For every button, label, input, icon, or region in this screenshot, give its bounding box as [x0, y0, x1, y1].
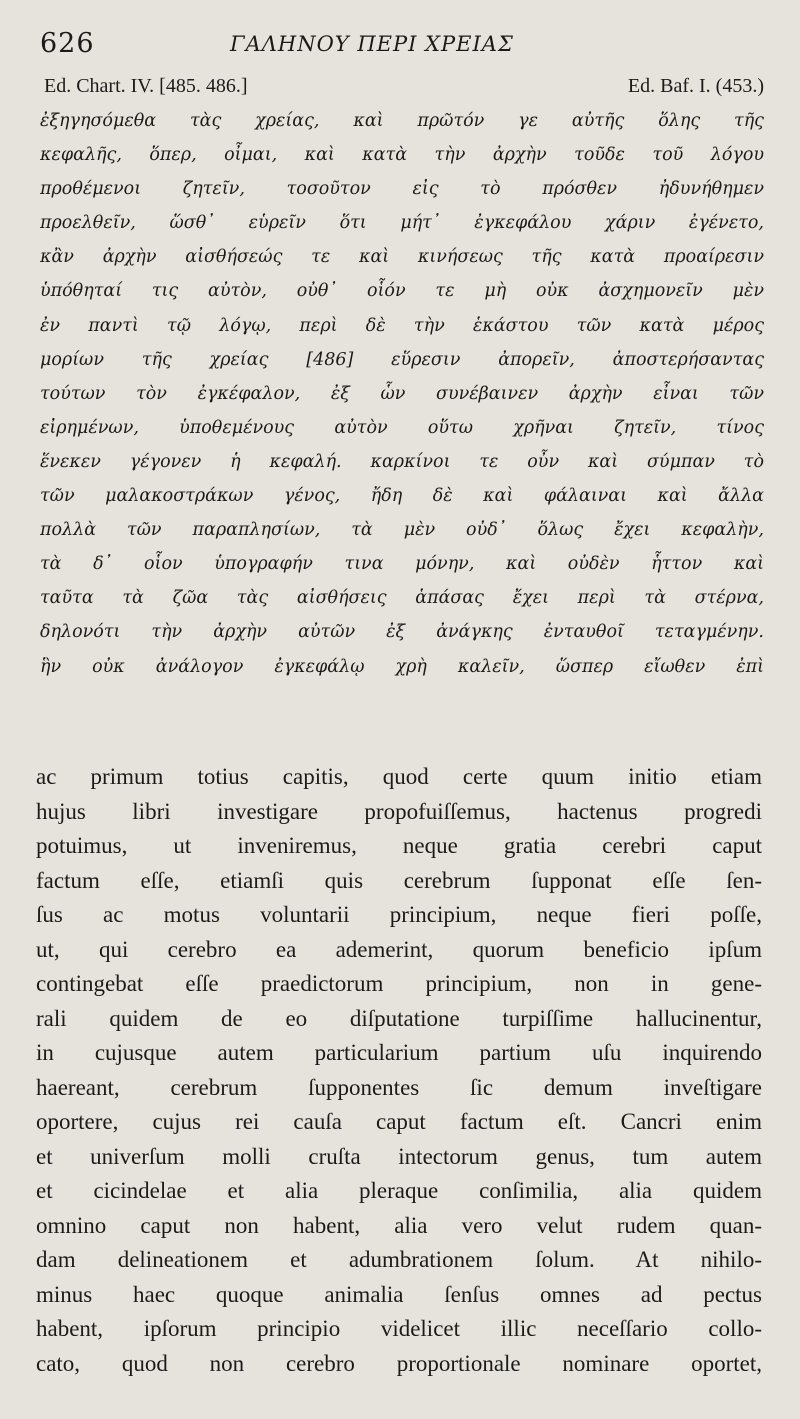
running-title: ΓΑΛΗΝΟΥ ΠΕΡΙ ΧΡΕΙΑΣ — [230, 32, 514, 56]
greek-line: ὑπόθηταί τις αὐτὸν, οὐθ᾽ οἷόν τε μὴ οὐκ ἀσχημονεῖν μὲν — [40, 281, 764, 302]
latin-line: hujus libri investigare propofuiſſemus, hactenus progredi — [36, 798, 762, 824]
greek-line: τῶν μαλακοστράκων γένος, ἤδη δὲ καὶ φάλαιναι καὶ ἄλλα — [40, 486, 764, 507]
show-through-text — [120, 702, 760, 728]
latin-line: et cicindelae et alia pleraque conſimilia, alia quidem — [36, 1178, 762, 1203]
show-through-footer — [200, 1395, 740, 1415]
latin-line: minus haec quoque animalia ſenſus omnes ad pectus — [36, 1281, 762, 1307]
latin-line: ut, qui cerebro ea ademerint, quorum beneficio ipſum — [36, 936, 762, 962]
edition-reference-basel: Ed. Baf. I. (453.) — [627, 75, 764, 97]
greek-line: ἐξηγησόμεθα τὰς χρείας, καὶ πρῶτόν γε αὐτῆς ὅλης τῆς — [40, 111, 764, 131]
greek-line: προελθεῖν, ὥσθ᾽ εὑρεῖν ὅτι μήτ᾽ ἐγκεφάλου χάριν ἐγένετο, — [40, 213, 764, 234]
greek-line: δηλονότι τὴν ἀρχὴν αὐτῶν ἐξ ἀνάγκης ἐνταυθοῖ τεταγμένην. — [40, 622, 764, 643]
latin-line: rali quidem de eo diſputatione turpiſſime hallucinentur, — [36, 1005, 762, 1031]
greek-line: ταῦτα τὰ ζῶα τὰς αἰσθήσεις ἁπάσας ἔχει περὶ τὰ στέρνα, — [40, 588, 764, 609]
latin-line: oportere, cujus rei cauſa caput factum eſt. Cancri enim — [36, 1109, 762, 1134]
edition-reference-chartier: Ed. Chart. IV. [485. 486.] — [44, 75, 248, 97]
page-number: 626 — [40, 28, 95, 59]
greek-line: τούτων τὸν ἐγκέφαλον, ἐξ ὧν συνέβαινεν ἀρχὴν εἶναι τῶν — [40, 383, 764, 404]
greek-line: ἐν παντὶ τῷ λόγῳ, περὶ δὲ τὴν ἑκάστου τῶν κατὰ μέρος — [40, 315, 764, 336]
greek-line: κἂν ἀρχὴν αἰσθήσεώς τε καὶ κινήσεως τῆς κατὰ προαίρεσιν — [40, 247, 764, 268]
greek-line: πολλὰ τῶν παραπλησίων, τὰ μὲν οὐδ᾽ ὅλως ἔχει κεφαλὴν, — [40, 520, 764, 541]
greek-line: ἣν οὐκ ἀνάλογον ἐγκεφάλῳ χρὴ καλεῖν, ὥσπερ εἴωθεν ἐπὶ — [40, 656, 764, 677]
latin-line: potuimus, ut inveniremus, neque gratia cerebri caput — [36, 833, 762, 858]
greek-line: τὰ δ᾽ οἷον ὑπογραφήν τινα μόνην, καὶ οὐδὲν ἧττον καὶ — [40, 554, 764, 575]
latin-line: ſus ac motus voluntarii principium, neque fieri poſſe, — [36, 902, 762, 927]
running-head — [40, 28, 762, 62]
greek-line: ἕνεκεν γέγονεν ἡ κεφαλή. καρκίνοι τε οὖν καὶ σύμπαν τὸ — [40, 451, 764, 472]
latin-text-block — [36, 760, 762, 1381]
latin-line: habent, ipſorum principio videlicet illic neceſſario collo- — [36, 1316, 762, 1341]
latin-line: ac primum totius capitis, quod certe quum initio etiam — [36, 764, 762, 789]
latin-line: factum eſſe, etiamſi quis cerebrum ſupponat eſſe ſen- — [36, 867, 762, 893]
greek-line: μορίων τῆς χρείας [486] εὕρεσιν ἀπορεῖν, ἀποστερήσαντας — [40, 349, 764, 370]
greek-line: προθέμενοι ζητεῖν, τοσοῦτον εἰς τὸ πρόσθεν ἠδυνήθημεν — [40, 179, 764, 200]
greek-text-block — [40, 104, 764, 684]
latin-line: omnino caput non habent, alia vero velut rudem quan- — [36, 1212, 762, 1238]
latin-line: et univerſum molli cruſta intectorum genus, tum autem — [36, 1143, 762, 1169]
latin-line: dam delineationem et adumbrationem ſolum. At nihilo- — [36, 1247, 762, 1272]
latin-line: in cujusque autem particularium partium uſu inquirendo — [36, 1040, 762, 1065]
edition-reference-line — [44, 75, 764, 101]
latin-line: cato, quod non cerebro proportionale nominare oportet, — [36, 1350, 762, 1376]
greek-line: εἰρημένων, ὑποθεμένους αὐτὸν οὕτω χρῆναι ζητεῖν, τίνος — [40, 417, 764, 438]
latin-line: contingebat eſſe praedictorum principium, non in gene- — [36, 971, 762, 996]
greek-line: κεφαλῆς, ὅπερ, οἶμαι, καὶ κατὰ τὴν ἀρχὴν τοῦδε τοῦ λόγου — [40, 145, 764, 166]
latin-line: haereant, cerebrum ſupponentes ſic demum inveſtigare — [36, 1074, 762, 1100]
